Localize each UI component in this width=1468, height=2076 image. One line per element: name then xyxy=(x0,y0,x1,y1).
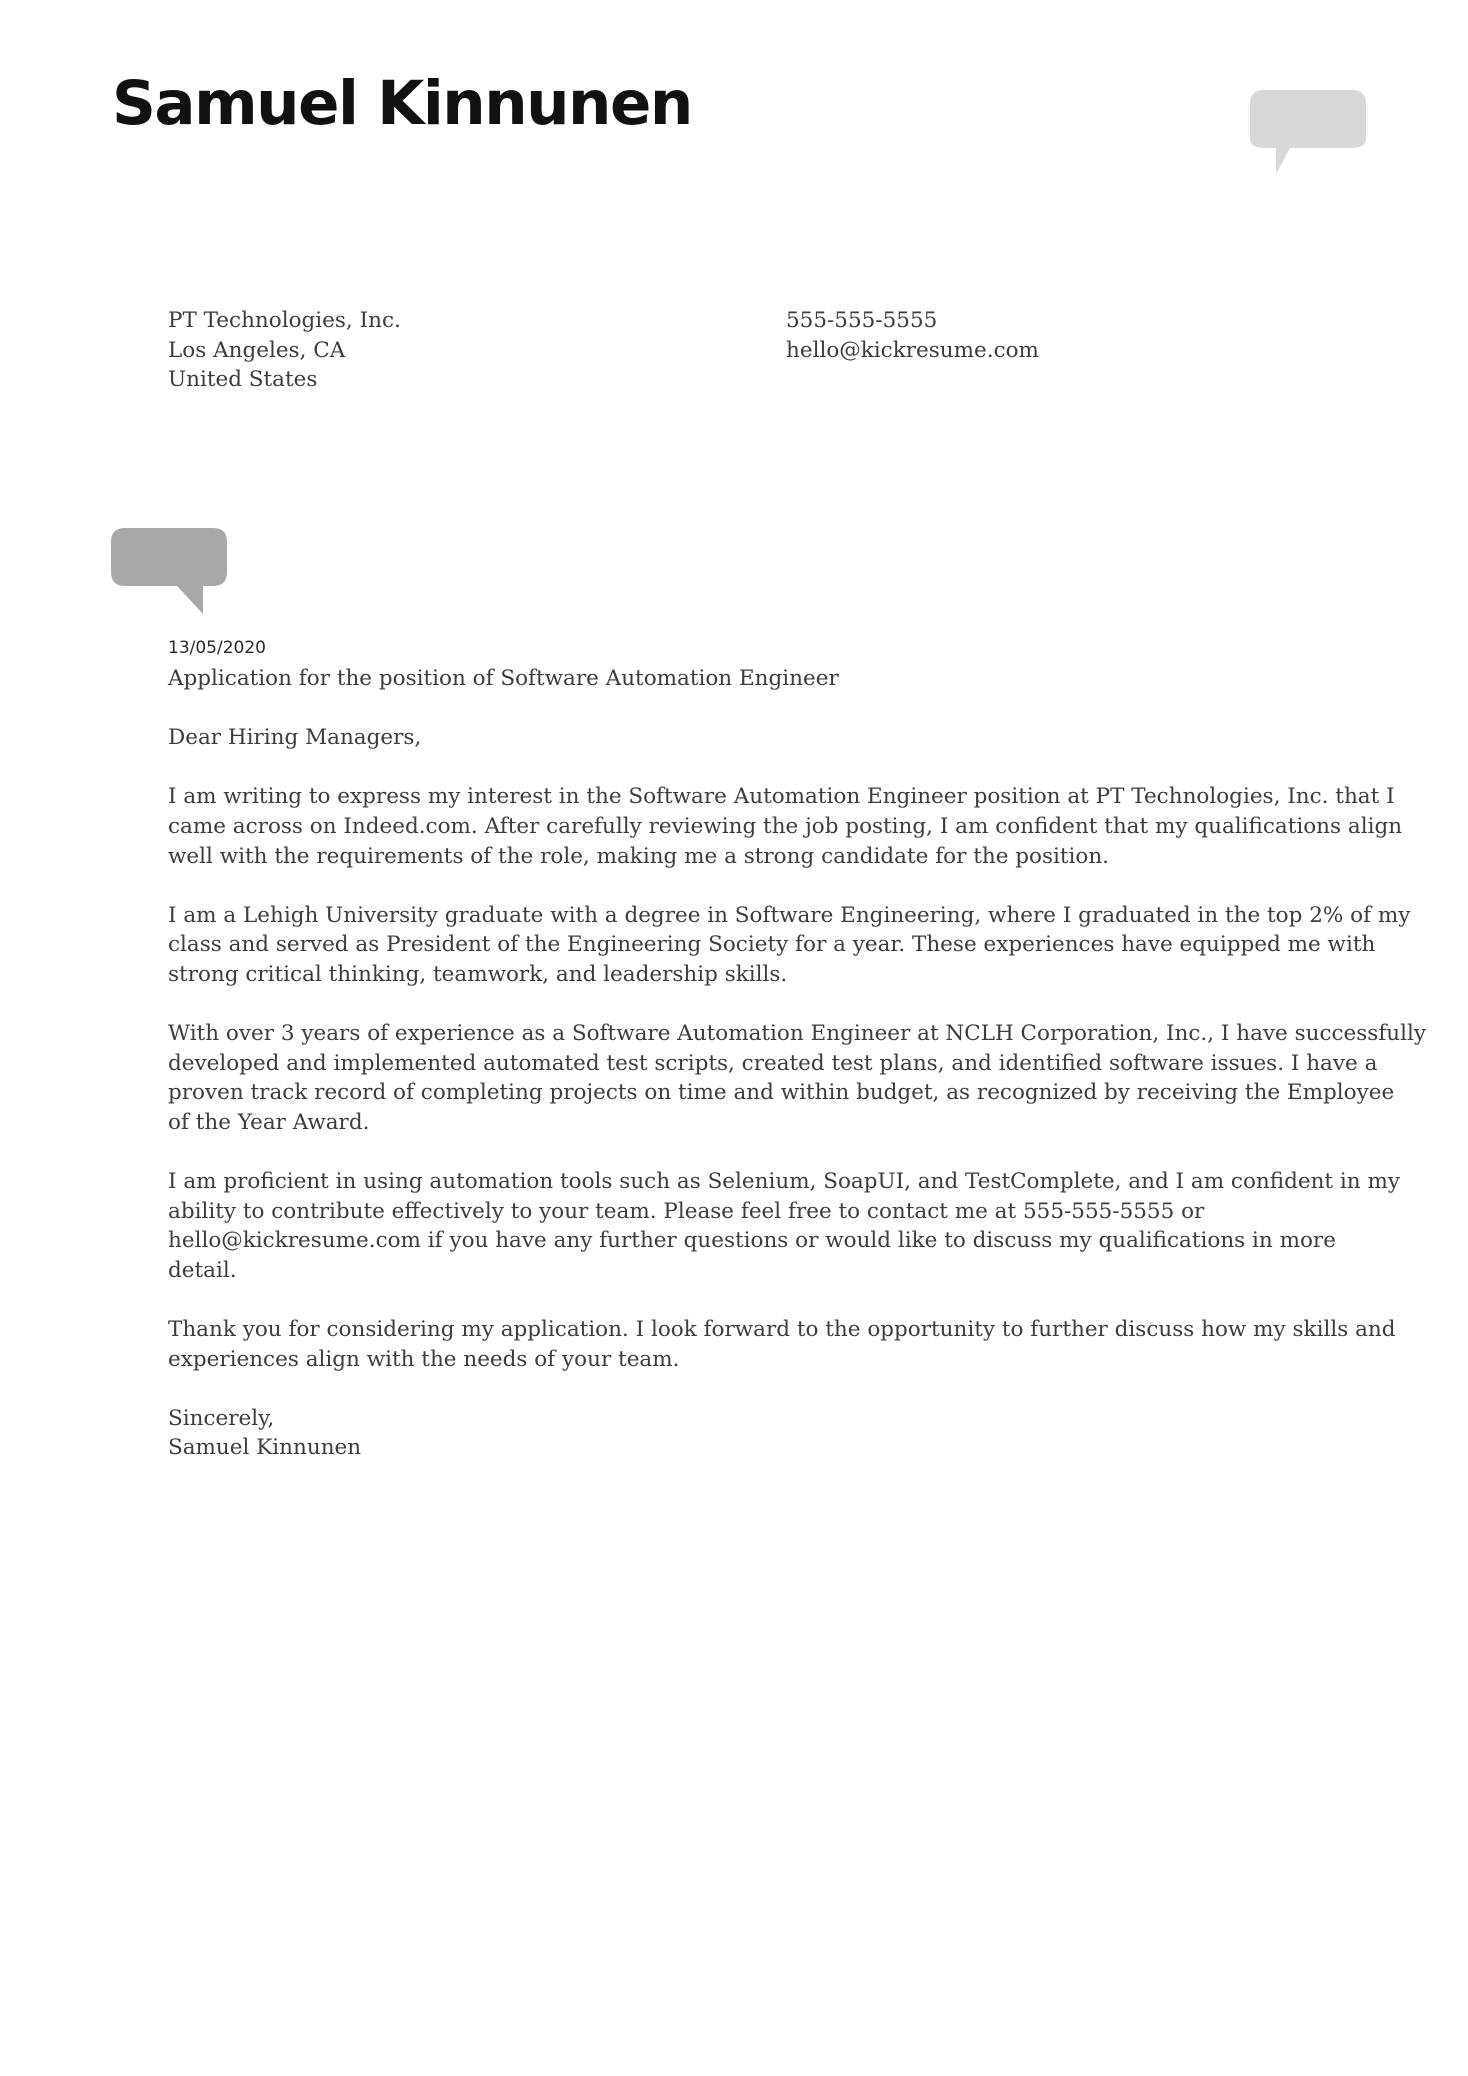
paragraph-line: developed and implemented automated test scripts, created test plans, and identified software issues. I have a xyxy=(168,1050,1378,1076)
paragraph-line: hello@kickresume.com if you have any further questions or would like to discuss my qualifications in more xyxy=(168,1228,1336,1254)
contact-email: hello@kickresume.com xyxy=(786,337,1039,363)
paragraph-line: proven track record of completing projects on time and within budget, as recognized by receiving the Employee xyxy=(168,1080,1395,1106)
paragraph-line: well with the requirements of the role, making me a strong candidate for the position. xyxy=(168,843,1110,869)
paragraph-line: I am a Lehigh University graduate with a degree in Software Engineering, where I graduated in the top 2% of my xyxy=(168,902,1411,928)
paragraph-line: experiences align with the needs of your team. xyxy=(168,1346,680,1372)
letter-body xyxy=(168,664,1427,1493)
paragraph-line: I am writing to express my interest in the Software Automation Engineer position at PT Technologies, Inc. that I xyxy=(168,784,1395,810)
letter-salutation: Dear Hiring Managers, xyxy=(168,725,422,751)
speech-bubble-icon xyxy=(111,528,227,614)
letter-signoff xyxy=(168,1404,1368,1463)
recipient-company: PT Technologies, Inc. xyxy=(168,308,401,333)
paragraph-line: With over 3 years of experience as a Software Automation Engineer at NCLH Corporation, Inc., I have successfully xyxy=(168,1021,1427,1047)
paragraph-line: detail. xyxy=(168,1257,237,1283)
contact-phone: 555-555-5555 xyxy=(786,308,938,333)
letter-closing: Sincerely, xyxy=(168,1405,275,1431)
letter-paragraph xyxy=(168,1315,1396,1374)
letter-subject: Application for the position of Software Automation Engineer xyxy=(168,666,839,691)
top-bubble-shape xyxy=(1250,90,1366,174)
paragraph-line: class and served as President of the Engineering Society for a year. These experiences have equipped me with xyxy=(168,932,1376,958)
letter-paragraph xyxy=(168,782,1403,871)
letter-paragraph xyxy=(168,1019,1427,1137)
mid-bubble-shape xyxy=(111,528,227,614)
recipient-address xyxy=(168,306,688,395)
recipient-city: Los Angeles, CA xyxy=(168,337,346,363)
paragraph-line: Thank you for considering my application. I look forward to the opportunity to further discuss how my skills and xyxy=(168,1317,1396,1343)
paragraph-line: of the Year Award. xyxy=(168,1109,370,1135)
applicant-name: Samuel Kinnunen xyxy=(112,68,692,139)
paragraph-line: ability to contribute effectively to your team. Please feel free to contact me at 555-555-5555 or xyxy=(168,1198,1205,1224)
recipient-country: United States xyxy=(168,367,318,393)
contact-details xyxy=(786,306,1306,365)
letter-paragraph xyxy=(168,901,1411,990)
letter-paragraph xyxy=(168,1167,1400,1285)
letter-date: 13/05/2020 xyxy=(168,638,266,658)
paragraph-line: strong critical thinking, teamwork, and leadership skills. xyxy=(168,961,788,987)
paragraph-line: I am proficient in using automation tools such as Selenium, SoapUI, and TestComplete, and I am confident in my xyxy=(168,1169,1400,1195)
speech-bubble-icon xyxy=(1250,90,1366,174)
letter-signature: Samuel Kinnunen xyxy=(168,1435,362,1461)
paragraph-line: came across on Indeed.com. After carefully reviewing the job posting, I am confident that my qualifications align xyxy=(168,813,1403,839)
